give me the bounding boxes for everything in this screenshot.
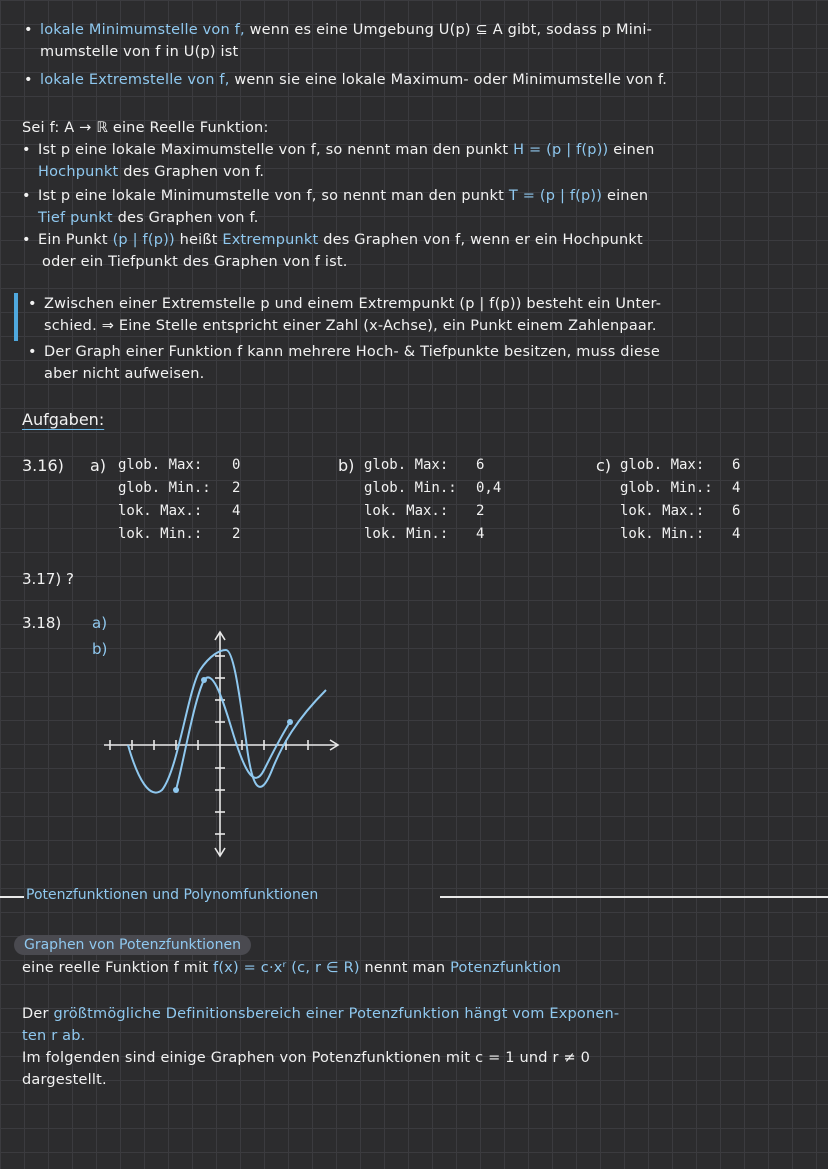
sei-bullet-3-cont: oder ein Tiefpunkt des Graphen von f ist. xyxy=(42,254,348,270)
term-local-extremum: lokale Extremstelle von f, xyxy=(40,72,230,88)
text: eine reelle Funktion f mit xyxy=(22,960,209,976)
curve-b-start-point xyxy=(173,787,179,793)
c-lok-max-key: lok. Max.: xyxy=(620,503,705,519)
text: Ist p eine lokale Maximumstelle von f, so nennt man den punkt xyxy=(38,142,509,158)
text: heißt xyxy=(179,232,218,248)
c-lok-max-val: 6 xyxy=(732,503,741,519)
paragraph-1 xyxy=(22,1006,619,1022)
c-glob-min-val: 4 xyxy=(732,480,741,496)
a-lok-max-key: lok. Max.: xyxy=(118,503,203,519)
paragraph-2: Im folgenden sind einige Graphen von Potenzfunktionen mit c = 1 und r ≠ 0 xyxy=(22,1050,591,1066)
b-lok-min-key: lok. Min.: xyxy=(364,526,449,542)
a-lok-min-key: lok. Min.: xyxy=(118,526,203,542)
point-h: H = (p | f(p)) xyxy=(513,142,609,158)
c-glob-max-key: glob. Max: xyxy=(620,457,705,473)
text: nennt man xyxy=(364,960,446,976)
term-local-min: lokale Minimumstelle von f, xyxy=(40,22,245,38)
section-title: Potenzfunktionen und Polynomfunktionen xyxy=(26,887,319,903)
section-divider-left xyxy=(0,896,24,898)
text: einen xyxy=(613,142,655,158)
c-lok-min-val: 4 xyxy=(732,526,741,542)
note-line-1: • Zwischen einer Extremstelle p und einem Extrempunkt (p | f(p)) besteht ein Unter- xyxy=(44,296,661,312)
c-glob-max-val: 6 xyxy=(732,457,741,473)
c-glob-min-key: glob. Min.: xyxy=(620,480,713,496)
a-glob-min-val: 2 xyxy=(232,480,241,496)
task-3-18-a: a) xyxy=(92,614,108,632)
term-extrempunkt: Extrempunkt xyxy=(222,232,319,248)
task-3-18-b: b) xyxy=(92,640,108,658)
b-glob-min-val: 0,4 xyxy=(476,480,502,496)
note-line-1-cont: schied. ⇒ Eine Stelle entspricht einer Zahl (x-Achse), ein Punkt einem Zahlenpaar. xyxy=(44,318,657,334)
b-lok-min-val: 4 xyxy=(476,526,485,542)
term-definitionsbereich: größtmögliche Definitionsbereich einer Potenzfunktion xyxy=(53,1006,460,1022)
task-c-label: c) xyxy=(596,456,612,475)
point-p: (p | f(p)) xyxy=(112,232,175,248)
text: des Graphen von f. xyxy=(123,164,265,180)
task-3-16-label: 3.16) xyxy=(22,456,64,475)
tasks-heading: Aufgaben: xyxy=(22,410,105,429)
curve-a xyxy=(128,650,326,793)
formula: f(x) = c·xʳ (c, r ∈ R) xyxy=(213,960,360,976)
b-lok-max-key: lok. Max.: xyxy=(364,503,449,519)
note-line-2: • Der Graph einer Funktion f kann mehrere Hoch- & Tiefpunkte besitzen, muss diese xyxy=(44,344,660,360)
c-lok-min-key: lok. Min.: xyxy=(620,526,705,542)
b-lok-max-val: 2 xyxy=(476,503,485,519)
b-glob-max-key: glob. Max: xyxy=(364,457,449,473)
potenz-definition xyxy=(22,960,561,976)
text: einen xyxy=(606,188,649,204)
subsection-pill: Graphen von Potenzfunktionen xyxy=(14,935,251,955)
b-glob-max-val: 6 xyxy=(476,457,485,473)
task-b-label: b) xyxy=(338,456,355,475)
term-hochpunkt: Hochpunkt xyxy=(38,164,119,180)
point-t: T = (p | f(p)) xyxy=(508,188,603,204)
term-potenzfunktion: Potenzfunktion xyxy=(450,960,562,976)
a-glob-max-val: 0 xyxy=(232,457,241,473)
text: des Graphen von f, wenn er ein Hochpunkt xyxy=(323,232,643,248)
text: Der xyxy=(22,1006,49,1022)
text: des Graphen von f. xyxy=(117,210,259,226)
task-3-18-label: 3.18) xyxy=(22,614,62,632)
x-axis xyxy=(104,740,338,750)
a-glob-max-key: glob. Max: xyxy=(118,457,203,473)
paragraph-2-cont: dargestellt. xyxy=(22,1072,107,1088)
a-lok-max-val: 4 xyxy=(232,503,241,519)
a-glob-min-key: glob. Min.: xyxy=(118,480,211,496)
paragraph-1-cont: ten r ab. xyxy=(22,1028,86,1044)
text: Ist p eine lokale Minimumstelle von f, so nennt man den punkt xyxy=(38,188,505,204)
term-tiefpunkt: Tief punkt xyxy=(38,210,113,226)
def-text: wenn sie eine lokale Maximum- oder Minimumstelle von f. xyxy=(234,72,668,88)
section-divider-right xyxy=(440,896,828,898)
a-lok-min-val: 2 xyxy=(232,526,241,542)
b-glob-min-key: glob. Min.: xyxy=(364,480,457,496)
task-3-17-label: 3.17) ? xyxy=(22,570,74,588)
sei-intro: Sei f: A → ℝ eine Reelle Funktion: xyxy=(22,120,269,136)
text: Ein Punkt xyxy=(38,232,108,248)
def-text: wenn es eine Umgebung U(p) ⊆ A gibt, sodass p Mini- xyxy=(249,22,652,38)
curve-b-peak-point xyxy=(201,677,207,683)
curve-b xyxy=(176,677,290,790)
y-axis xyxy=(215,632,225,856)
def-line-1-cont: mumstelle von f in U(p) ist xyxy=(40,44,239,60)
curve-b-end-point xyxy=(287,719,293,725)
task-a-label: a) xyxy=(90,456,107,475)
text-highlight: hängt vom Exponen- xyxy=(464,1006,620,1022)
note-line-2-cont: aber nicht aufweisen. xyxy=(44,366,205,382)
